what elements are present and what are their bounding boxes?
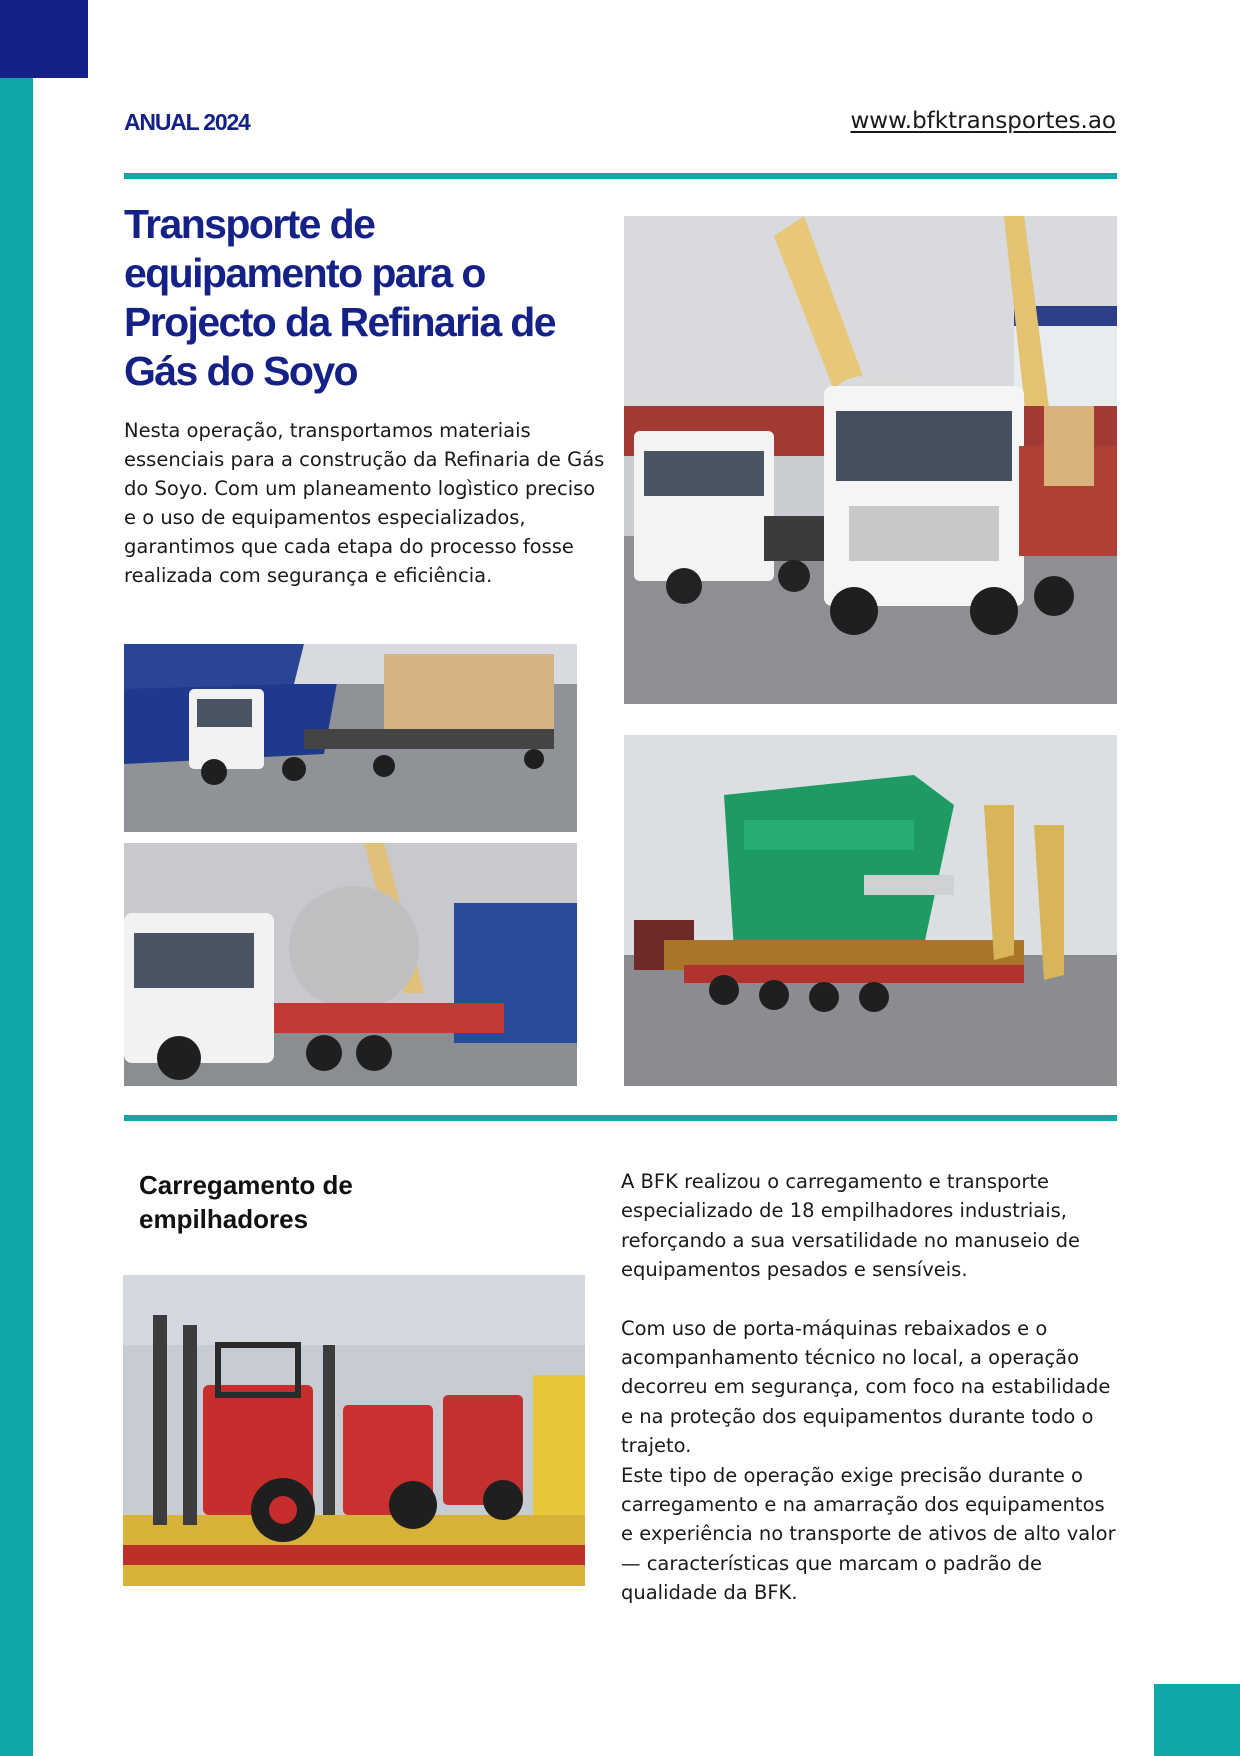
middle-divider xyxy=(124,1115,1117,1121)
website-link[interactable]: www.bfktransportes.ao xyxy=(850,108,1116,134)
body-paragraph-1: A BFK realizou o carregamento e transporte especializado de 18 empilhadores industriais, reforçando a sua versatilidade no manuseio de equipamentos pesados e sensíveis. xyxy=(621,1170,1081,1282)
intro-paragraph: Nesta operação, transportamos materiais essenciais para a construção da Refinaria de Gás do Soyo. Com um planeamento logìstico preciso e o uso de equipamentos especializados, garantimos que cada etapa do processo fosse realizada com segurança e eficiência. xyxy=(124,419,605,587)
body-paragraph-3: Este tipo de operação exige precisão durante o carregamento e na amarração dos equipamentos e experiência no transporte de ativos de alto valor — características que marcam o padrão de qualidade da BFK. xyxy=(621,1463,1116,1605)
forklift-body-text xyxy=(621,1167,1116,1608)
section-title-forklifts: Carregamento de empilhadores xyxy=(139,1170,353,1234)
top-left-corner-block xyxy=(0,0,88,78)
photo-trucks-at-port xyxy=(624,216,1117,704)
page-title: Transporte de equipamento para o Projecto da Refinaria de Gás do Soyo xyxy=(124,201,555,394)
photo-green-cargo-lowbed xyxy=(624,735,1117,1086)
photo-truck-grey-tank xyxy=(124,843,577,1086)
body-paragraph-2: Com uso de porta-máquinas rebaixados e o acompanhamento técnico no local, a operação decorreu em segurança, com foco na estabilidade e na proteção dos equipamentos durante todo o trajeto. xyxy=(621,1316,1111,1458)
photo-truck-crate-ship xyxy=(124,644,577,832)
left-accent-bar xyxy=(0,0,33,1756)
top-divider xyxy=(124,173,1117,179)
edition-label: ANUAL 2024 xyxy=(124,109,250,135)
photo-forklifts-on-trailer xyxy=(123,1275,585,1586)
bottom-right-corner-block xyxy=(1154,1684,1240,1756)
